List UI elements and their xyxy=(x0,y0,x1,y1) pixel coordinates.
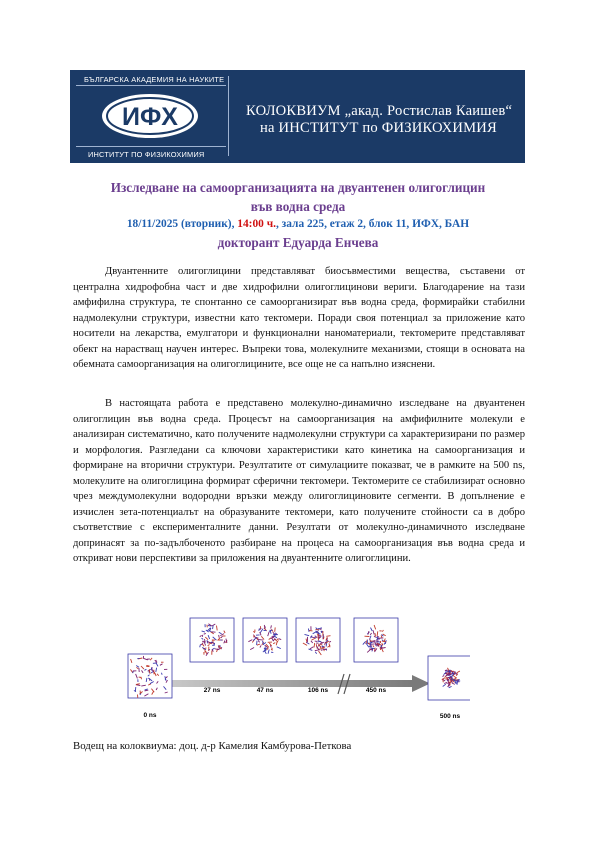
abstract-paragraph-1: Двуантенните олигоглицини представляват биосъвместими вещества, съставени от централна хидрофобна част и две хидрофилни олигоглицинови вериги. Благодарение на тази амфифилна структура, те спонтанно се самоорганизират във водна среда, формирайки стабилни надмолекулни структури, известни като тектомери. Поради своя потенциал за приложение като носители на лекарства, емулгатори и функционални наноматериали, тектомерите представляват обект на нарастващ научен интерес. Въпреки това, молекулните механизми, стоящи в основата на обемната самоорганизация на олигоглицините, все още не са напълно изяснени. xyxy=(73,266,525,370)
molecule-segment xyxy=(254,635,255,637)
snapshot-frame xyxy=(296,618,340,662)
date-location-line xyxy=(0,218,596,230)
molecule-segment xyxy=(141,677,142,679)
molecule-segment xyxy=(258,640,263,641)
molecule-segment xyxy=(162,673,163,675)
timeline-arrow-head xyxy=(412,675,430,692)
label-450ns: 450 ns xyxy=(365,687,387,694)
talk-date: 18/11/2025 (вторник), xyxy=(126,218,238,230)
molecule-segment xyxy=(213,625,214,629)
simulation-timeline-figure xyxy=(120,612,470,724)
snapshot-frame xyxy=(354,618,398,662)
molecule-segment xyxy=(275,627,276,631)
speaker-name: докторант Едуарда Енчева xyxy=(217,235,379,250)
snapshot-frame xyxy=(243,618,287,662)
label-500ns: 500 ns xyxy=(439,713,461,720)
abstract-paragraph-2: В настоящата работа е представено молекулно-динамично изследване на двуантенен олигоглицин във водна среда. Процесът на самоорганизация на амфифилните молекули е анализиран систематично, като получените надмолекулни структури са характеризирани по размер и морфология. Разгледани са ключови характеристики като кинетика на самоорганизация и формиране на вторични структури. Резултатите от симулациите показват, че в рамките на 500 ns, молекулите на олигоглицина формират сферични тектомери. Тектомерите се стабилизират основно чрез междумолекулни водородни връзки между олигоглициновите сегменти. В допълнение е изчислен зета-потенциалът на образуваните тектомери, като получените стойности са в добро съответствие с експерименталните данни. Резултати от молекулно-динамичното изследване допринасят за по-задълбоченото разбиране на процеса на самоорганизация във водна среда и откриват нови перспективи за приложения на двуантенните олигоглицини. xyxy=(73,398,525,564)
label-106ns: 106 ns xyxy=(307,687,329,694)
colloquium-title: КОЛОКВИУМ „акад. Ростислав Каишев“ xyxy=(246,103,513,119)
colloquium-host: Водещ на колоквиума: доц. д-р Камелия Камбурова-Петкова xyxy=(73,740,352,752)
talk-title-line2: във водна среда xyxy=(250,199,346,214)
molecule-segment xyxy=(324,637,325,640)
header-banner xyxy=(70,70,525,163)
logo-text: ИФХ xyxy=(122,103,178,131)
label-47ns: 47 ns xyxy=(256,687,274,694)
institute-logo xyxy=(100,92,200,145)
academy-name: БЪЛГАРСКА АКАДЕМИЯ НА НАУКИТЕ xyxy=(84,75,225,84)
label-0ns: 0 ns xyxy=(143,712,157,719)
molecule-segment xyxy=(375,633,376,636)
banner-vertical-divider xyxy=(228,76,229,156)
talk-title-line1: Изследване на самоорганизацията на двуантенен олигоглицин xyxy=(110,180,486,195)
institute-name: ИНСТИТУТ ПО ФИЗИКОХИМИЯ xyxy=(88,150,205,159)
molecule-segment xyxy=(325,642,326,645)
molecule-segment xyxy=(259,628,260,631)
colloquium-subtitle: на ИНСТИТУТ по ФИЗИКОХИМИЯ xyxy=(260,120,497,136)
molecule-segment xyxy=(326,636,330,637)
molecule-segment xyxy=(454,674,456,675)
molecule-segment xyxy=(146,666,149,667)
talk-time: 14:00 ч. xyxy=(237,218,276,230)
timeline-arrow xyxy=(172,680,412,687)
banner-divider-bottom xyxy=(76,146,226,147)
snapshot-frame xyxy=(128,654,172,698)
molecule-segment xyxy=(450,679,451,682)
talk-location: , зала 225, етаж 2, блок 11, ИФХ, БАН xyxy=(275,218,470,230)
molecule-segment xyxy=(272,649,273,651)
molecule-segment xyxy=(445,670,448,671)
label-27ns: 27 ns xyxy=(203,687,221,694)
banner-divider-top xyxy=(76,85,226,86)
